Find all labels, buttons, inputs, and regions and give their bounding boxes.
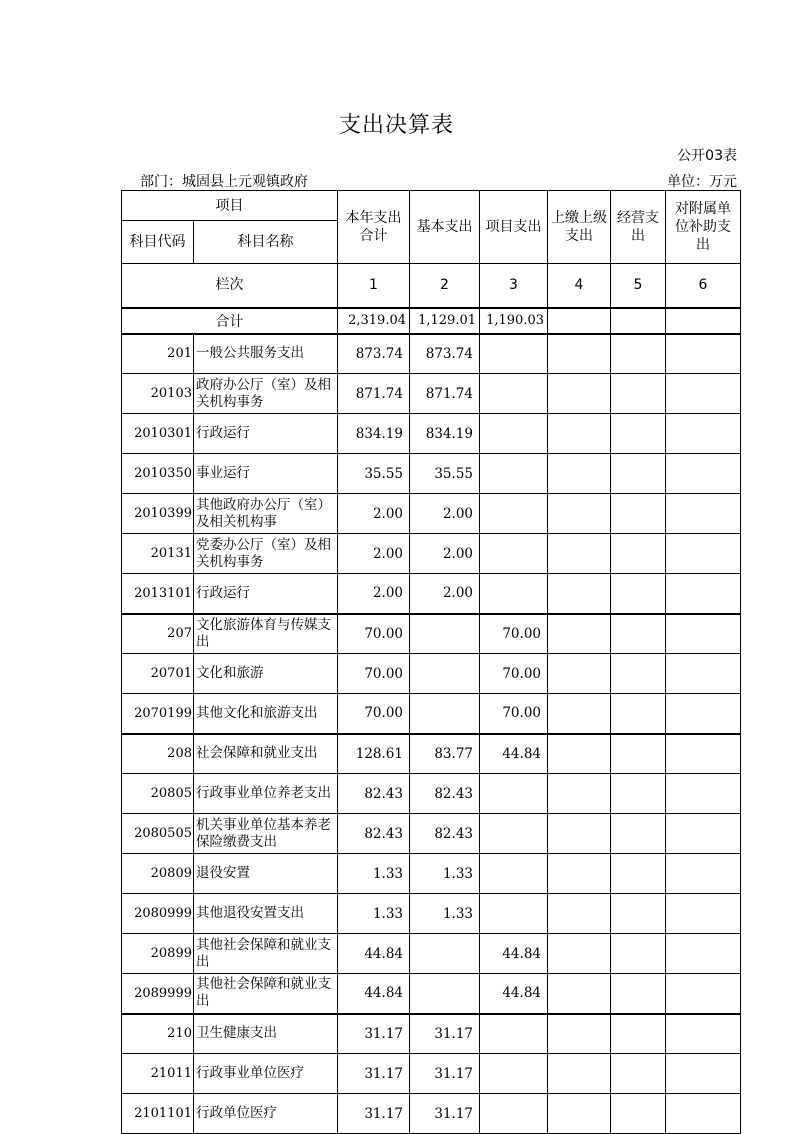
row-upper <box>548 894 611 934</box>
row-name: 退役安置 <box>194 854 338 894</box>
row-name: 社会保障和就业支出 <box>194 734 338 774</box>
total-row-total: 2,319.04 <box>338 308 410 334</box>
row-name: 行政运行 <box>194 414 338 454</box>
table-row <box>122 1014 741 1054</box>
row-upper <box>548 1054 611 1094</box>
table-row <box>122 974 741 1014</box>
row-code: 2080999 <box>122 894 194 934</box>
row-name: 行政运行 <box>194 574 338 614</box>
row-basic: 31.17 <box>410 1094 480 1134</box>
row-name: 行政单位医疗 <box>194 1094 338 1134</box>
row-project <box>480 374 548 414</box>
row-name: 其他政府办公厅（室）及相关机构事 <box>194 494 338 534</box>
column-index: 6 <box>666 264 741 308</box>
row-project: 70.00 <box>480 614 548 654</box>
row-total: 2.00 <box>338 494 410 534</box>
row-business <box>611 1054 666 1094</box>
row-subsidy <box>666 774 741 814</box>
table-row <box>122 1094 741 1134</box>
row-upper <box>548 1094 611 1134</box>
row-subsidy <box>666 414 741 454</box>
row-subsidy <box>666 934 741 974</box>
row-code: 2080505 <box>122 814 194 854</box>
row-project <box>480 574 548 614</box>
total-row-project: 1,190.03 <box>480 308 548 334</box>
row-subsidy <box>666 454 741 494</box>
row-business <box>611 894 666 934</box>
row-business <box>611 734 666 774</box>
row-upper <box>548 454 611 494</box>
row-code: 20899 <box>122 934 194 974</box>
header-business: 经营支出 <box>611 191 666 264</box>
table-row <box>122 854 741 894</box>
row-upper <box>548 774 611 814</box>
row-business <box>611 1094 666 1134</box>
table-row <box>122 454 741 494</box>
row-subsidy <box>666 814 741 854</box>
row-basic <box>410 974 480 1014</box>
row-basic: 834.19 <box>410 414 480 454</box>
row-subsidy <box>666 894 741 934</box>
table-row <box>122 494 741 534</box>
row-upper <box>548 494 611 534</box>
row-basic: 2.00 <box>410 534 480 574</box>
row-business <box>611 774 666 814</box>
header-upper: 上缴上级支出 <box>548 191 611 264</box>
row-name: 政府办公厅（室）及相关机构事务 <box>194 374 338 414</box>
row-subsidy <box>666 1094 741 1134</box>
row-upper <box>548 854 611 894</box>
row-subsidy <box>666 334 741 374</box>
form-number: 公开03表 <box>677 148 737 164</box>
row-business <box>611 534 666 574</box>
row-business <box>611 494 666 534</box>
table-row <box>122 1054 741 1094</box>
table-row <box>122 374 741 414</box>
row-code: 2089999 <box>122 974 194 1014</box>
row-project <box>480 534 548 574</box>
row-total: 44.84 <box>338 934 410 974</box>
row-total: 82.43 <box>338 774 410 814</box>
row-upper <box>548 374 611 414</box>
row-basic: 31.17 <box>410 1014 480 1054</box>
row-total: 44.84 <box>338 974 410 1014</box>
row-project: 44.84 <box>480 974 548 1014</box>
row-code: 20701 <box>122 654 194 694</box>
row-name: 文化旅游体育与传媒支出 <box>194 614 338 654</box>
total-row-subsidy <box>666 308 741 334</box>
row-project: 44.84 <box>480 934 548 974</box>
row-name: 党委办公厅（室）及相关机构事务 <box>194 534 338 574</box>
row-upper <box>548 614 611 654</box>
header-total: 本年支出合计 <box>338 191 410 264</box>
row-basic <box>410 694 480 734</box>
row-code: 2010399 <box>122 494 194 534</box>
row-name: 文化和旅游 <box>194 654 338 694</box>
row-code: 2013101 <box>122 574 194 614</box>
row-upper <box>548 814 611 854</box>
row-code: 2010301 <box>122 414 194 454</box>
row-name: 其他社会保障和就业支出 <box>194 934 338 974</box>
table-row <box>122 694 741 734</box>
header-name: 科目名称 <box>194 221 338 264</box>
row-upper <box>548 1014 611 1054</box>
row-total: 871.74 <box>338 374 410 414</box>
row-basic: 1.33 <box>410 854 480 894</box>
row-project: 70.00 <box>480 694 548 734</box>
row-name: 其他文化和旅游支出 <box>194 694 338 734</box>
row-business <box>611 1014 666 1054</box>
row-business <box>611 694 666 734</box>
unit-label: 单位：万元 <box>667 174 737 190</box>
row-basic <box>410 934 480 974</box>
row-business <box>611 374 666 414</box>
row-name: 其他社会保障和就业支出 <box>194 974 338 1014</box>
row-subsidy <box>666 1054 741 1094</box>
row-total: 70.00 <box>338 654 410 694</box>
row-basic: 83.77 <box>410 734 480 774</box>
table-row <box>122 534 741 574</box>
row-code: 201 <box>122 334 194 374</box>
row-total: 873.74 <box>338 334 410 374</box>
row-name: 行政事业单位医疗 <box>194 1054 338 1094</box>
table-row <box>122 894 741 934</box>
row-name: 卫生健康支出 <box>194 1014 338 1054</box>
row-total: 128.61 <box>338 734 410 774</box>
header-project-expense: 项目支出 <box>480 191 548 264</box>
row-subsidy <box>666 534 741 574</box>
table-row <box>122 654 741 694</box>
header-code: 科目代码 <box>122 221 194 264</box>
row-total: 35.55 <box>338 454 410 494</box>
row-project <box>480 814 548 854</box>
row-project <box>480 1014 548 1054</box>
row-subsidy <box>666 1014 741 1054</box>
row-total: 82.43 <box>338 814 410 854</box>
row-subsidy <box>666 614 741 654</box>
row-basic <box>410 654 480 694</box>
column-index: 5 <box>611 264 666 308</box>
row-upper <box>548 974 611 1014</box>
column-index: 2 <box>410 264 480 308</box>
row-code: 21011 <box>122 1054 194 1094</box>
row-basic: 873.74 <box>410 334 480 374</box>
row-subsidy <box>666 574 741 614</box>
row-total: 1.33 <box>338 894 410 934</box>
row-basic: 871.74 <box>410 374 480 414</box>
row-subsidy <box>666 974 741 1014</box>
row-basic: 1.33 <box>410 894 480 934</box>
row-upper <box>548 734 611 774</box>
row-total: 70.00 <box>338 694 410 734</box>
table-row <box>122 614 741 654</box>
row-code: 2101101 <box>122 1094 194 1134</box>
row-business <box>611 654 666 694</box>
row-business <box>611 614 666 654</box>
row-total: 2.00 <box>338 574 410 614</box>
column-index: 4 <box>548 264 611 308</box>
total-row-business <box>611 308 666 334</box>
row-name: 一般公共服务支出 <box>194 334 338 374</box>
row-project <box>480 454 548 494</box>
row-upper <box>548 934 611 974</box>
row-code: 2070199 <box>122 694 194 734</box>
row-code: 210 <box>122 1014 194 1054</box>
row-project: 44.84 <box>480 734 548 774</box>
department-label: 部门：城固县上元观镇政府 <box>140 174 308 190</box>
table-row <box>122 574 741 614</box>
row-name: 机关事业单位基本养老保险缴费支出 <box>194 814 338 854</box>
row-upper <box>548 574 611 614</box>
header-project: 项目 <box>122 191 338 221</box>
total-row-basic: 1,129.01 <box>410 308 480 334</box>
page-title: 支出决算表 <box>338 113 454 138</box>
row-upper <box>548 334 611 374</box>
row-subsidy <box>666 374 741 414</box>
row-total: 834.19 <box>338 414 410 454</box>
row-total: 31.17 <box>338 1054 410 1094</box>
row-business <box>611 574 666 614</box>
header-subsidy: 对附属单位补助支出 <box>666 191 741 264</box>
row-code: 20103 <box>122 374 194 414</box>
row-subsidy <box>666 654 741 694</box>
row-code: 2010350 <box>122 454 194 494</box>
table-row <box>122 334 741 374</box>
table-row <box>122 734 741 774</box>
table-row <box>122 774 741 814</box>
row-business <box>611 334 666 374</box>
row-upper <box>548 654 611 694</box>
row-name: 其他退役安置支出 <box>194 894 338 934</box>
row-project <box>480 414 548 454</box>
row-total: 1.33 <box>338 854 410 894</box>
row-basic: 35.55 <box>410 454 480 494</box>
row-code: 208 <box>122 734 194 774</box>
row-project <box>480 854 548 894</box>
column-index: 3 <box>480 264 548 308</box>
row-project <box>480 894 548 934</box>
column-row-label: 栏次 <box>122 264 338 308</box>
row-project <box>480 1054 548 1094</box>
row-project <box>480 494 548 534</box>
total-row-upper <box>548 308 611 334</box>
table-row <box>122 814 741 854</box>
row-code: 20805 <box>122 774 194 814</box>
header-basic: 基本支出 <box>410 191 480 264</box>
row-business <box>611 814 666 854</box>
table-row <box>122 414 741 454</box>
expenditure-table <box>121 190 741 1134</box>
row-total: 2.00 <box>338 534 410 574</box>
row-subsidy <box>666 854 741 894</box>
row-business <box>611 854 666 894</box>
row-project <box>480 774 548 814</box>
row-total: 70.00 <box>338 614 410 654</box>
row-business <box>611 974 666 1014</box>
row-basic: 82.43 <box>410 814 480 854</box>
table-row <box>122 934 741 974</box>
row-business <box>611 454 666 494</box>
row-upper <box>548 414 611 454</box>
row-subsidy <box>666 734 741 774</box>
row-code: 207 <box>122 614 194 654</box>
row-upper <box>548 534 611 574</box>
row-basic: 82.43 <box>410 774 480 814</box>
row-total: 31.17 <box>338 1014 410 1054</box>
row-basic: 2.00 <box>410 574 480 614</box>
row-basic <box>410 614 480 654</box>
row-business <box>611 414 666 454</box>
row-basic: 31.17 <box>410 1054 480 1094</box>
row-code: 20809 <box>122 854 194 894</box>
row-name: 行政事业单位养老支出 <box>194 774 338 814</box>
row-name: 事业运行 <box>194 454 338 494</box>
row-project: 70.00 <box>480 654 548 694</box>
total-row-label: 合计 <box>122 308 338 334</box>
row-upper <box>548 694 611 734</box>
row-business <box>611 934 666 974</box>
column-index: 1 <box>338 264 410 308</box>
row-total: 31.17 <box>338 1094 410 1134</box>
row-project <box>480 334 548 374</box>
row-project <box>480 1094 548 1134</box>
row-subsidy <box>666 494 741 534</box>
row-code: 20131 <box>122 534 194 574</box>
row-subsidy <box>666 694 741 734</box>
row-basic: 2.00 <box>410 494 480 534</box>
